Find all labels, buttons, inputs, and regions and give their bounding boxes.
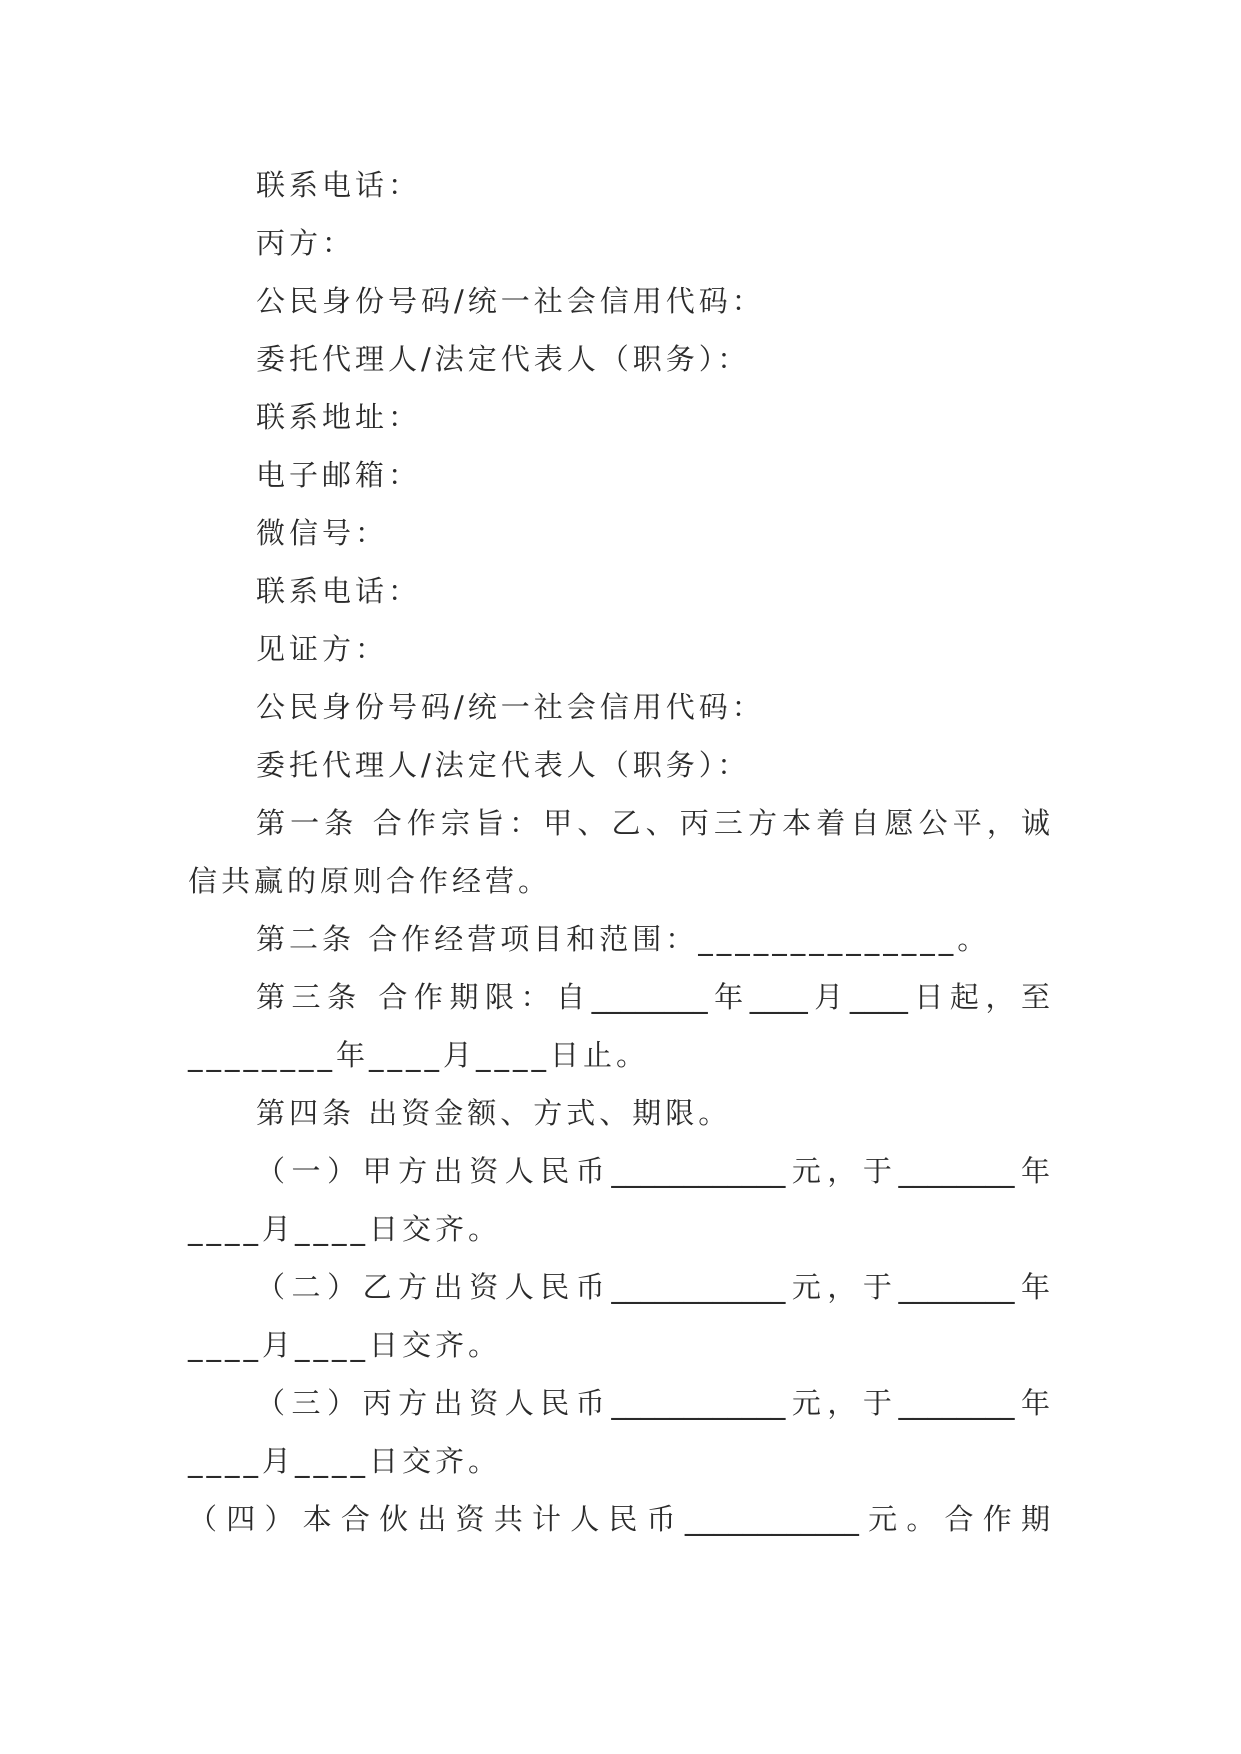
article-4-item-2: （二）乙方出资人民币____________元，于________年 <box>256 1270 1050 1304</box>
article-4-item-2-cont: ____月____日交齐。 <box>188 1328 502 1362</box>
article-2: 第二条 合作经营项目和范围：______________。 <box>256 922 991 956</box>
document-page <box>188 156 1050 1548</box>
article-3: 第三条 合作期限：自________年____月____日起，至 <box>256 980 1050 1014</box>
field-address: 联系地址： <box>256 400 422 434</box>
field-phone: 联系电话： <box>256 168 422 202</box>
field-id-code: 公民身份号码/统一社会信用代码： <box>256 690 765 724</box>
field-id-code: 公民身份号码/统一社会信用代码： <box>256 284 765 318</box>
article-4-item-4: （四）本合伙出资共计人民币____________元。合作期 <box>188 1502 1050 1536</box>
article-4: 第四条 出资金额、方式、期限。 <box>256 1096 732 1130</box>
field-wechat: 微信号： <box>256 516 389 550</box>
field-representative: 委托代理人/法定代表人（职务）： <box>256 748 751 782</box>
article-1: 第一条 合作宗旨：甲、乙、丙三方本着自愿公平，诚 <box>256 806 1050 840</box>
article-1-cont: 信共赢的原则合作经营。 <box>188 864 552 898</box>
party-c-heading: 丙方： <box>256 226 356 260</box>
witness-heading: 见证方： <box>256 632 389 666</box>
article-4-item-1: （一）甲方出资人民币____________元，于________年 <box>256 1154 1050 1188</box>
article-3-cont: ________年____月____日止。 <box>188 1038 650 1072</box>
article-4-item-3: （三）丙方出资人民币____________元，于________年 <box>256 1386 1050 1420</box>
field-email: 电子邮箱： <box>256 458 422 492</box>
field-representative: 委托代理人/法定代表人（职务）： <box>256 342 751 376</box>
field-phone: 联系电话： <box>256 574 422 608</box>
article-4-item-1-cont: ____月____日交齐。 <box>188 1212 502 1246</box>
article-4-item-3-cont: ____月____日交齐。 <box>188 1444 502 1478</box>
